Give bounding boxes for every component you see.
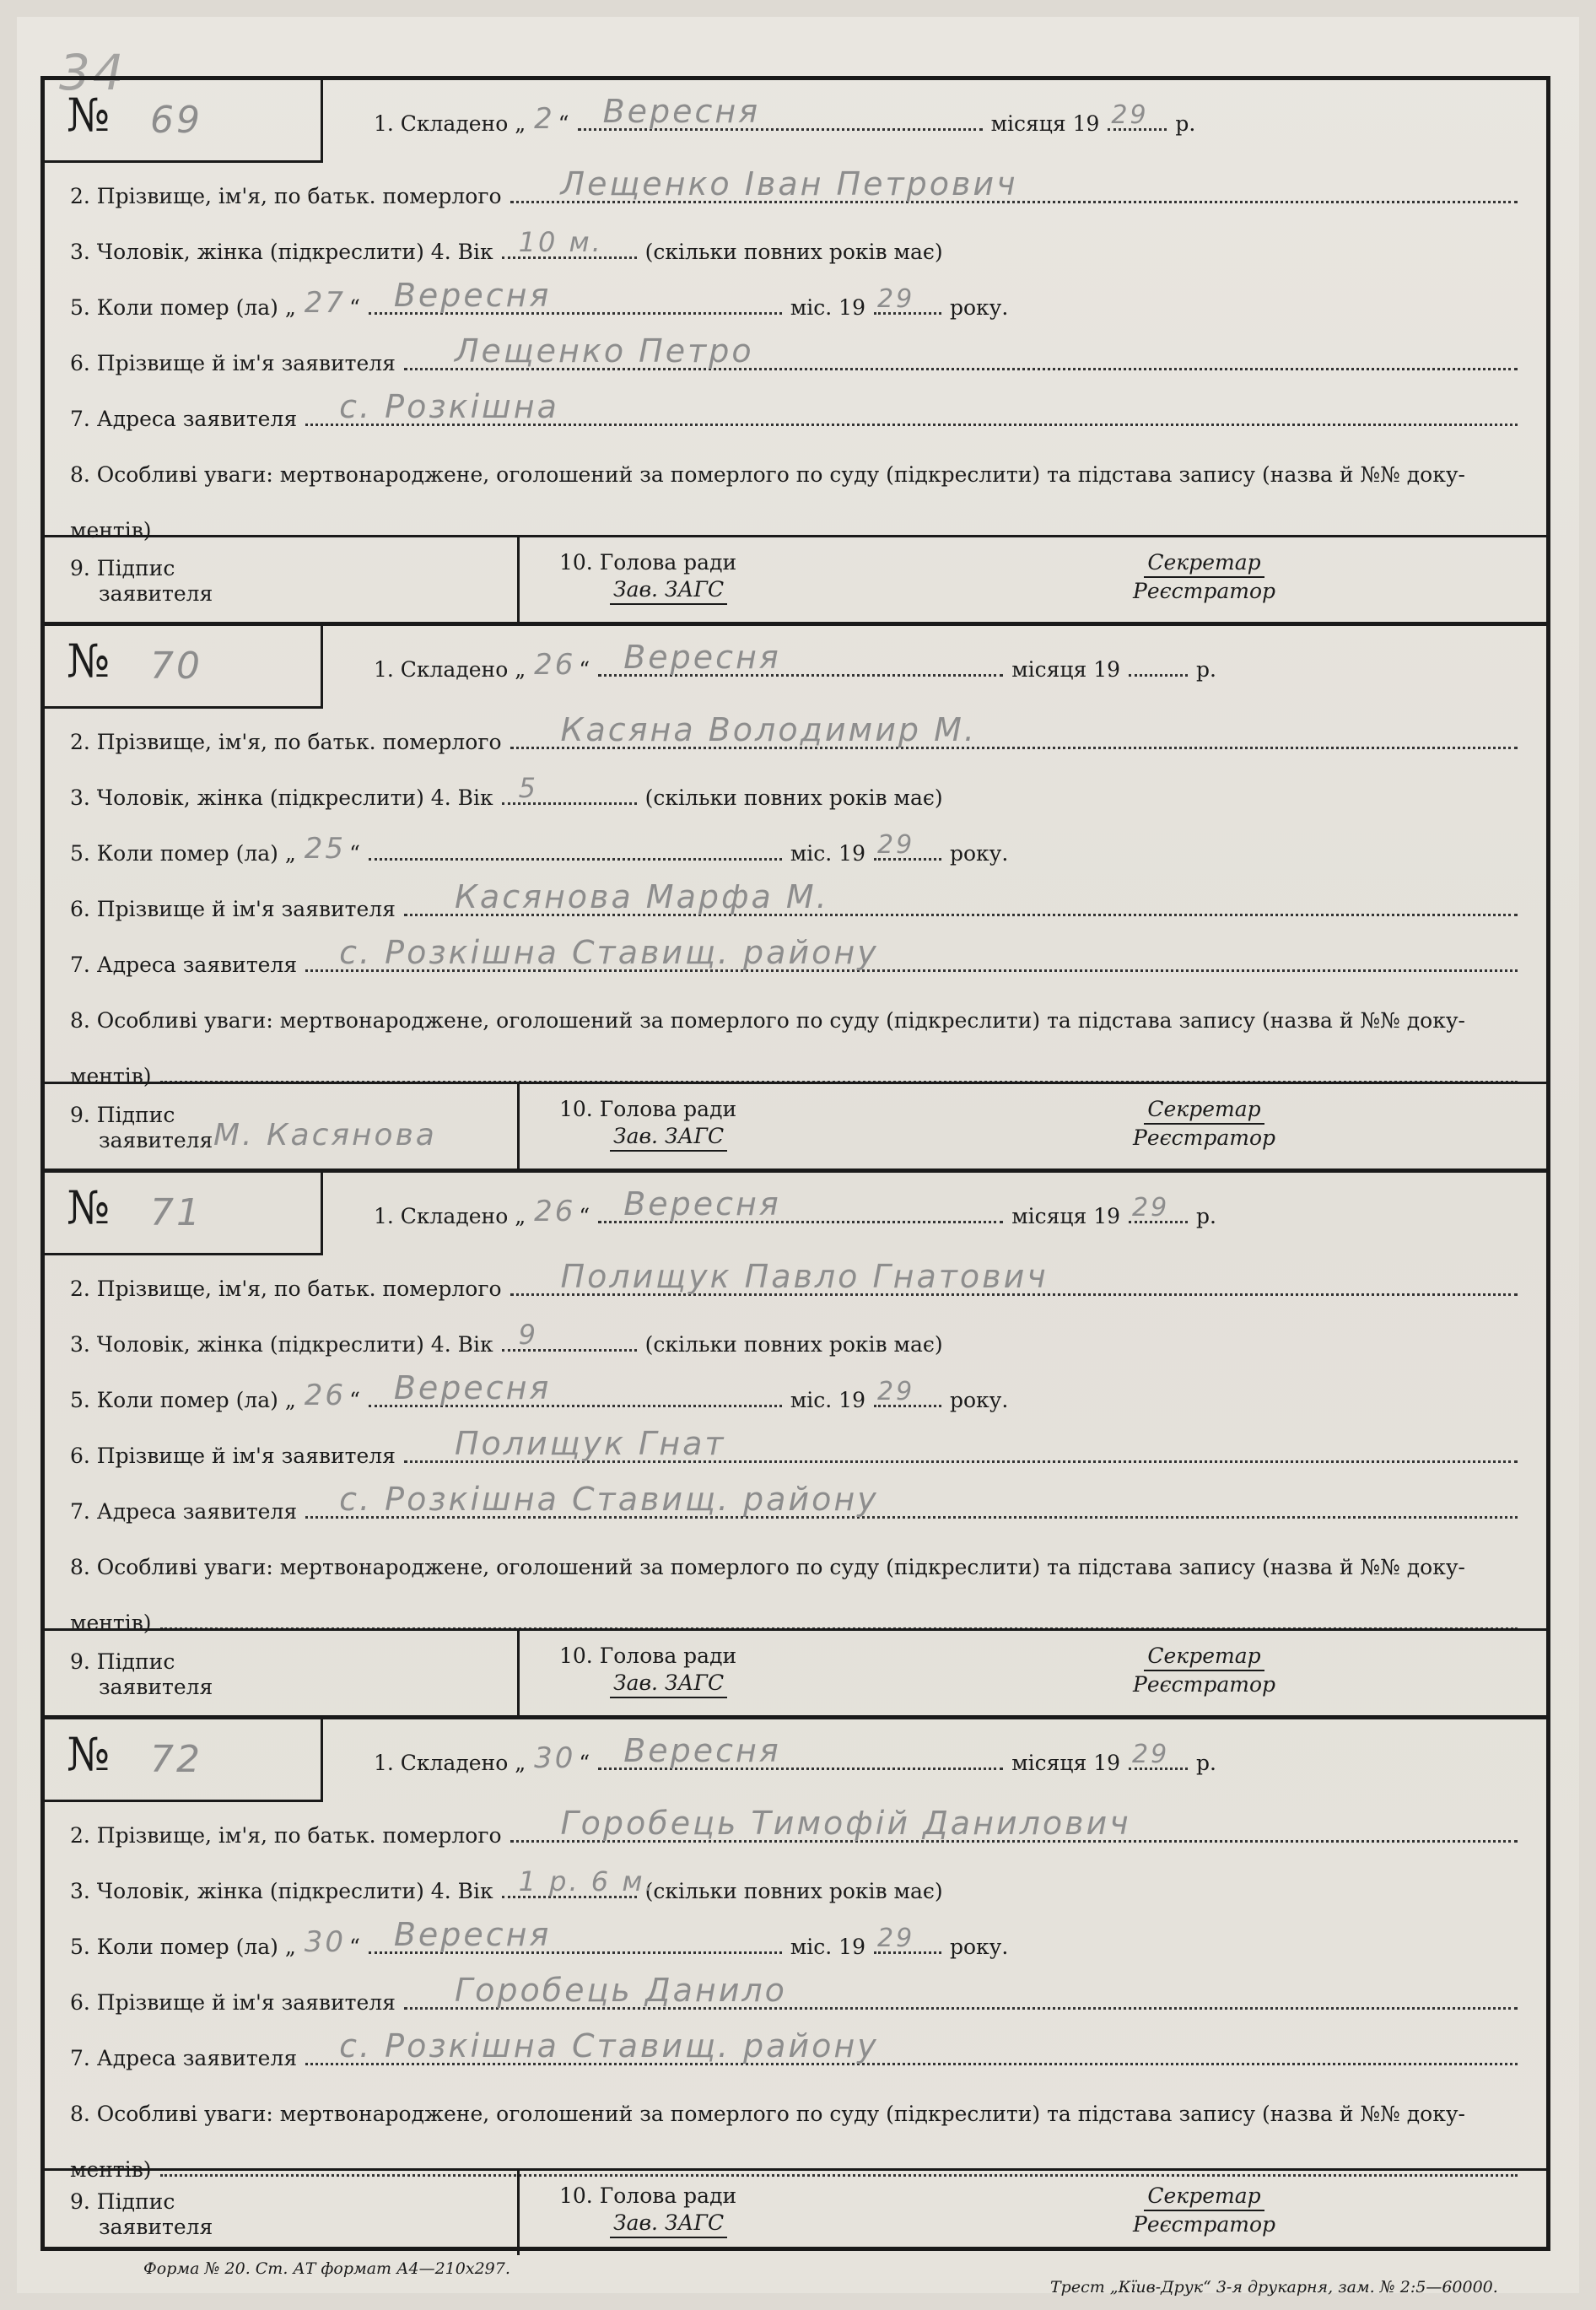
notes-label: 8. Особливі уваги: мертвонароджене, оголошений за померлого по суду (підкреслити) та підстава запису (назва й №№ доку- [70,462,1466,487]
died-label: 5. Коли помер (ла) „ [70,1388,296,1412]
notes-cont-label: ментів) [70,1064,152,1088]
applicant-signature [70,1103,213,1153]
sig9-sub: заявителя [99,1675,213,1699]
composed-year: 29 [1132,1193,1170,1222]
applicant-signature [70,1649,213,1700]
sig9-label: 9. Підпис [70,556,175,580]
applicant-signature-value: М. Касянова [213,1118,437,1152]
signature-row [45,2168,1546,2255]
row-gender-age [70,771,1526,810]
r-label: р. [1196,1204,1216,1228]
composed-label: 1. Складено „ [374,657,526,682]
composed-label: 1. Складено „ [374,111,526,136]
death-year: 29 [877,1377,915,1406]
r-label: р. [1196,657,1216,682]
roku-label: року. [950,1388,1009,1412]
row-composed [374,639,1526,682]
record-number: 69 [150,99,202,142]
number-sign: № [67,1181,111,1234]
address-label: 7. Адреса заявителя [70,1499,298,1524]
row-composed [374,1185,1526,1228]
record-number-box [45,1173,323,1255]
death-day: 26 [304,1379,347,1412]
gender-age-label: 3. Чоловік, жінка (підкреслити) 4. Вік [70,240,493,264]
age-value: 9 [518,1319,538,1351]
sig9-label: 9. Підпис [70,2189,175,2214]
row-deceased [70,711,1526,754]
composed-quote: “ [579,1751,590,1775]
row-notes [70,2087,1526,2126]
registrar-label: Реєстратор [1133,1672,1275,1697]
zags-label: Зав. ЗАГС [610,1123,727,1152]
notes-cont-label: ментів) [70,518,152,542]
signature-row [45,1082,1546,1168]
month-year-label: місяця 19 [1011,1751,1121,1775]
head-of-council [559,549,736,605]
record-number-box [45,80,323,163]
deceased-label: 2. Прізвище, ім'я, по батьк. померлого [70,730,502,754]
age-value: 1 р. 6 м. [518,1865,656,1897]
deceased-name: Полищук Павло Гнатович [560,1258,1049,1295]
head-of-council [559,2183,736,2238]
died-quote: “ [349,1388,360,1412]
row-applicant [70,332,1526,375]
signature-row [45,535,1546,622]
deceased-name: Горобець Тимофій Данилович [560,1805,1131,1842]
composed-year: 29 [1132,1740,1170,1769]
row-notes [70,994,1526,1033]
composed-day: 26 [534,1195,576,1228]
deceased-name: Лещенко Іван Петрович [560,165,1018,202]
row-address [70,388,1526,431]
row-deceased [70,1258,1526,1301]
row-applicant [70,1972,1526,2015]
head-of-council [559,1096,736,1152]
page-number: 34 [59,44,127,101]
number-sign: № [67,89,111,142]
roku-label: року. [950,1935,1009,1959]
address-label: 7. Адреса заявителя [70,953,298,977]
form-frame [40,76,1550,2251]
composed-month: Вересня [623,639,781,676]
r-label: р. [1196,1751,1216,1775]
sig9-sub: заявителя [99,1128,213,1152]
row-gender-age [70,1318,1526,1357]
deceased-name: Касяна Володимир М. [560,711,977,748]
composed-day: 26 [534,648,576,682]
composed-month: Вересня [602,93,761,130]
record-number: 70 [150,645,202,688]
gender-age-label: 3. Чоловік, жінка (підкреслити) 4. Вік [70,1332,493,1357]
death-year: 29 [877,284,915,314]
died-quote: “ [349,841,360,866]
row-death-date [70,827,1526,866]
registrar-label: Реєстратор [1133,2212,1275,2237]
applicant-name: Касянова Марфа М. [454,878,829,915]
record-number: 71 [150,1191,202,1234]
month-year-label: місяця 19 [1011,657,1121,682]
composed-quote: “ [558,111,569,136]
composed-year: 29 [1111,100,1149,130]
secretary-label: Секретар [1144,549,1264,578]
roku-label: року. [950,841,1009,866]
secretary-block [1133,549,1275,605]
month-year-label: місяця 19 [1011,1204,1121,1228]
head-label: 10. Голова ради [559,1643,737,1668]
row-notes [70,448,1526,487]
notes-cont-label: ментів) [70,2157,152,2182]
head-label: 10. Голова ради [559,550,737,575]
zags-label: Зав. ЗАГС [610,2210,727,2238]
signature-row [45,1628,1546,1715]
sig9-sub: заявителя [99,2215,213,2239]
gender-age-label: 3. Чоловік, жінка (підкреслити) 4. Вік [70,1879,493,1903]
applicant-address: с. Розкішна Ставищ. району [339,1481,879,1518]
r-label: р. [1175,111,1196,136]
row-applicant [70,1425,1526,1468]
notes-label: 8. Особливі уваги: мертвонароджене, оголошений за померлого по суду (підкреслити) та підстава запису (назва й №№ доку- [70,1008,1466,1033]
address-label: 7. Адреса заявителя [70,407,298,431]
record-number-box [45,1719,323,1802]
death-year: 29 [877,830,915,860]
died-label: 5. Коли помер (ла) „ [70,841,296,866]
mis19-label: міс. 19 [790,295,865,320]
applicant-signature [70,556,213,607]
record-number: 72 [150,1738,202,1781]
form-sheet [17,17,1579,2297]
died-quote: “ [349,295,360,320]
gender-age-label: 3. Чоловік, жінка (підкреслити) 4. Вік [70,785,493,810]
mis19-label: міс. 19 [790,1935,865,1959]
died-quote: “ [349,1935,360,1959]
death-year: 29 [877,1924,915,1953]
row-gender-age [70,225,1526,264]
row-composed [374,93,1526,136]
deceased-label: 2. Прізвище, ім'я, по батьк. померлого [70,184,502,208]
row-death-date [70,1916,1526,1959]
secretary-label: Секретар [1144,1643,1264,1671]
applicant-address: с. Розкішна Ставищ. району [339,2027,879,2064]
form-footer-right: Трест „Кїив-Друк“ 3-я друкарня, зам. № 2:5—60000. [1050,2278,1498,2297]
death-record [45,1168,1546,1715]
composed-day: 2 [534,102,555,136]
mis19-label: міс. 19 [790,841,865,866]
age-value: 5 [518,772,538,804]
deceased-label: 2. Прізвище, ім'я, по батьк. померлого [70,1823,502,1848]
full-years-label: (скільки повних років має) [644,240,943,264]
applicant-address: с. Розкішна [339,388,559,425]
death-record [45,80,1546,622]
notes-label: 8. Особливі уваги: мертвонароджене, оголошений за померлого по суду (підкреслити) та підстава запису (назва й №№ доку- [70,1555,1466,1579]
notes-cont-label: ментів) [70,1611,152,1635]
applicant-address: с. Розкішна Ставищ. району [339,934,879,971]
composed-label: 1. Складено „ [374,1204,526,1228]
secretary-label: Секретар [1144,1096,1264,1125]
composed-label: 1. Складено „ [374,1751,526,1775]
zags-label: Зав. ЗАГС [610,576,727,605]
row-composed [374,1732,1526,1775]
applicant-name: Горобець Данило [454,1972,787,2009]
death-record [45,1715,1546,2255]
composed-day: 30 [534,1741,576,1775]
sig9-sub: заявителя [99,581,213,606]
record-number-box [45,626,323,709]
row-death-date [70,1369,1526,1412]
roku-label: року. [950,295,1009,320]
composed-month: Вересня [623,1732,781,1769]
head-of-council [559,1643,736,1698]
month-year-label: місяця 19 [990,111,1100,136]
died-label: 5. Коли помер (ла) „ [70,295,296,320]
registrar-label: Реєстратор [1133,579,1275,603]
row-notes [70,1541,1526,1579]
secretary-block [1133,1096,1275,1152]
applicant-label: 6. Прізвище й ім'я заявителя [70,351,396,375]
death-day: 25 [304,832,347,866]
death-month: Вересня [393,1369,552,1406]
applicant-name: Полищук Гнат [454,1425,726,1462]
row-deceased [70,165,1526,208]
deceased-label: 2. Прізвище, ім'я, по батьк. померлого [70,1276,502,1301]
death-day: 30 [304,1925,347,1959]
number-sign: № [67,634,111,688]
death-record [45,622,1546,1168]
row-gender-age [70,1865,1526,1903]
composed-quote: “ [579,1204,590,1228]
death-day: 27 [304,286,347,320]
row-address [70,2027,1526,2070]
row-applicant [70,878,1526,921]
composed-quote: “ [579,657,590,682]
applicant-signature [70,2189,213,2240]
secretary-block [1133,1643,1275,1698]
notes-label: 8. Особливі уваги: мертвонароджене, оголошений за померлого по суду (підкреслити) та підстава запису (назва й №№ доку- [70,2102,1466,2126]
row-death-date [70,277,1526,320]
address-label: 7. Адреса заявителя [70,2046,298,2070]
full-years-label: (скільки повних років має) [644,785,943,810]
applicant-label: 6. Прізвище й ім'я заявителя [70,1990,396,2015]
head-label: 10. Голова ради [559,2183,737,2208]
sig9-label: 9. Підпис [70,1649,175,1674]
died-label: 5. Коли помер (ла) „ [70,1935,296,1959]
secretary-label: Секретар [1144,2183,1264,2211]
registrar-label: Реєстратор [1133,1125,1275,1150]
applicant-name: Лещенко Петро [454,332,754,370]
applicant-label: 6. Прізвище й ім'я заявителя [70,1444,396,1468]
sig9-label: 9. Підпис [70,1103,175,1127]
row-address [70,1481,1526,1524]
secretary-block [1133,2183,1275,2238]
head-label: 10. Голова ради [559,1097,737,1121]
row-address [70,934,1526,977]
age-value: 10 м. [518,226,603,258]
row-deceased [70,1805,1526,1848]
mis19-label: міс. 19 [790,1388,865,1412]
applicant-label: 6. Прізвище й ім'я заявителя [70,897,396,921]
full-years-label: (скільки повних років має) [644,1332,943,1357]
death-month: Вересня [393,1916,552,1953]
composed-month: Вересня [623,1185,781,1222]
form-footer-left: Форма № 20. Ст. АТ формат А4—210х297. [143,2259,510,2278]
death-month: Вересня [393,277,552,314]
number-sign: № [67,1728,111,1781]
zags-label: Зав. ЗАГС [610,1670,727,1698]
full-years-label: (скільки повних років має) [644,1879,943,1903]
